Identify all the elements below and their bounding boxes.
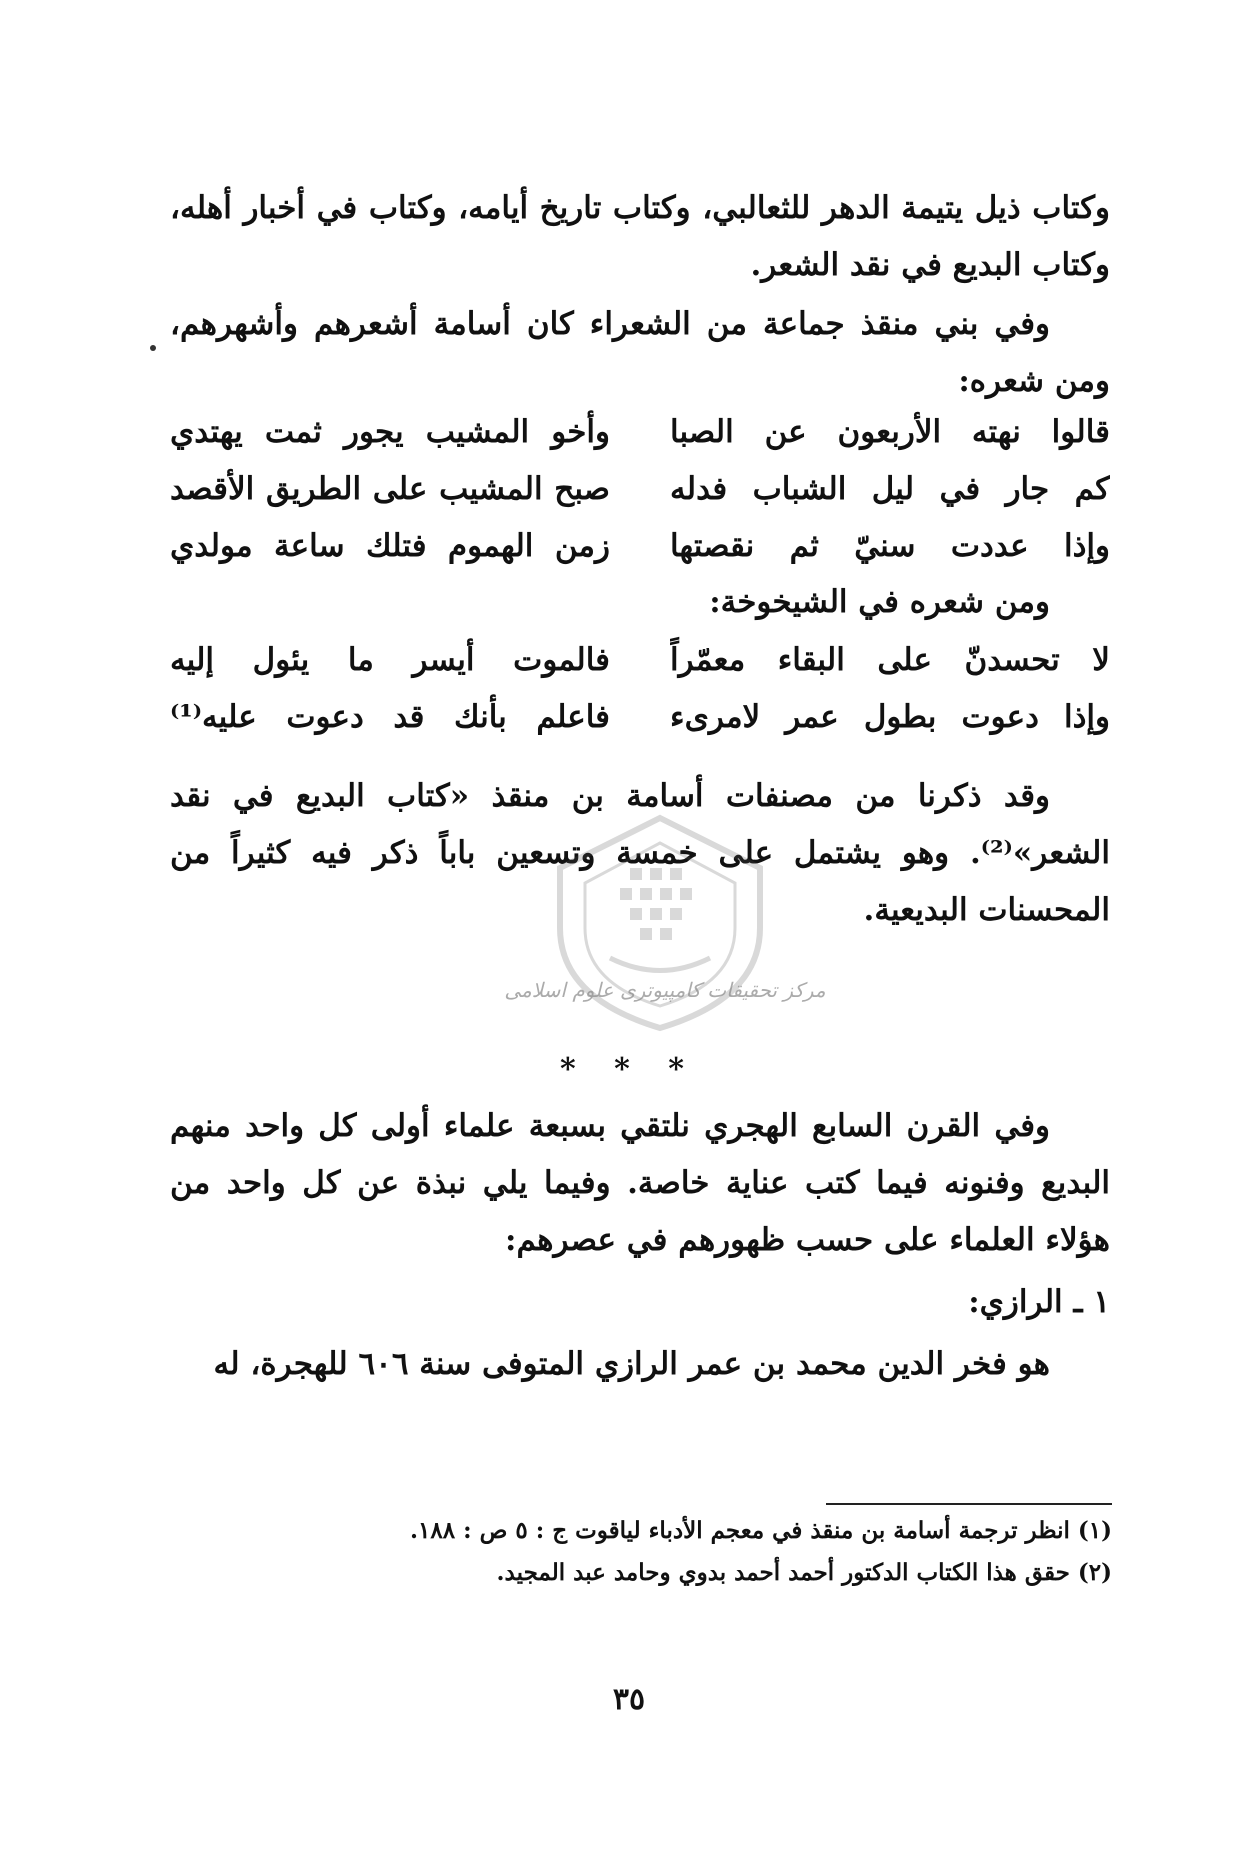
verse [170,404,1110,461]
first-hemistich: وإذا دعوت بطول عمر لامرىء [670,699,1110,735]
seventh-century-paragraph: وفي القرن السابع الهجري نلتقي بسبعة علماء أولى كل واحد منهم البديع وفنونه فيما كتب عناية خاصة. وفيما يلي نبذة عن كل واحد من هؤلاء العلماء على حسب ظهورهم في عصرهم: [170,1108,1110,1258]
intro-block [170,180,1110,294]
first-hemistich: لا تحسدنّ على البقاء معمّراً [670,642,1110,678]
second-hemistich: فالموت أيسر ما يئول إليه [170,642,610,678]
poets-paragraph: وفي بني منقذ جماعة من الشعراء كان أسامة أشعرهم وأشهرهم، ومن شعره: [170,306,1110,399]
old-age-block [170,574,1110,631]
first-hemistich: قالوا نهته الأربعون عن الصبا [670,414,1110,450]
second-hemistich: صبح المشيب على الطريق الأقصد [170,471,610,507]
verse [170,689,1110,746]
poem-1 [170,404,1110,575]
verse [170,632,1110,689]
footnotes [300,1510,1112,1594]
second-hemistich: زمن الهموم فتلك ساعة مولدي [170,528,610,564]
second-hemistich: وأخو المشيب يجور ثمت يهتدي [170,414,610,450]
verse [170,461,1110,518]
old-age-intro: ومن شعره في الشيخوخة: [709,584,1050,620]
section-divider: * * * [560,1052,698,1087]
verse [170,518,1110,575]
second-hemistich: فاعلم بأنك قد دعوت عليه⁽¹⁾ [170,699,610,735]
section-heading-block [170,1274,1110,1331]
razi-paragraph: هو فخر الدين محمد بن عمر الرازي المتوفى سنة ٦٠٦ للهجرة، له [213,1346,1050,1382]
badi-block [170,768,1110,939]
section-heading: ١ ـ الرازي: [968,1284,1110,1320]
scan-speck [150,345,156,351]
poets-block [170,296,1110,410]
footnote-separator [826,1503,1112,1505]
intro-paragraph: وكتاب ذيل يتيمة الدهر للثعالبي، وكتاب تاريخ أيامه، وكتاب في أخبار أهله، وكتاب البديع في نقد الشعر. [170,190,1110,283]
first-hemistich: كم جار في ليل الشباب فدله [670,471,1110,507]
razi-block [170,1336,1110,1393]
footnote-1: (١) انظر ترجمة أسامة بن منقذ في معجم الأدباء لياقوت ج : ٥ ص : ١٨٨. [410,1517,1112,1544]
poem-2 [170,632,1110,746]
badi-paragraph: وقد ذكرنا من مصنفات أسامة بن منقذ «كتاب البديع في نقد الشعر»⁽²⁾. وهو يشتمل على خمسة وتسعين باباً ذكر فيه كثيراً من المحسنات البديعية. [170,778,1110,928]
seventh-century-block [170,1098,1110,1269]
first-hemistich: وإذا عددت سنيّ ثم نقصتها [670,528,1110,564]
watermark-caption: مرکز تحقیقات کامپیوتری علوم اسلامی [504,978,826,1002]
footnote-2: (٢) حقق هذا الكتاب الدكتور أحمد أحمد بدوي وحامد عبد المجيد. [496,1559,1112,1586]
page-number: ٣٥ [612,1682,646,1717]
